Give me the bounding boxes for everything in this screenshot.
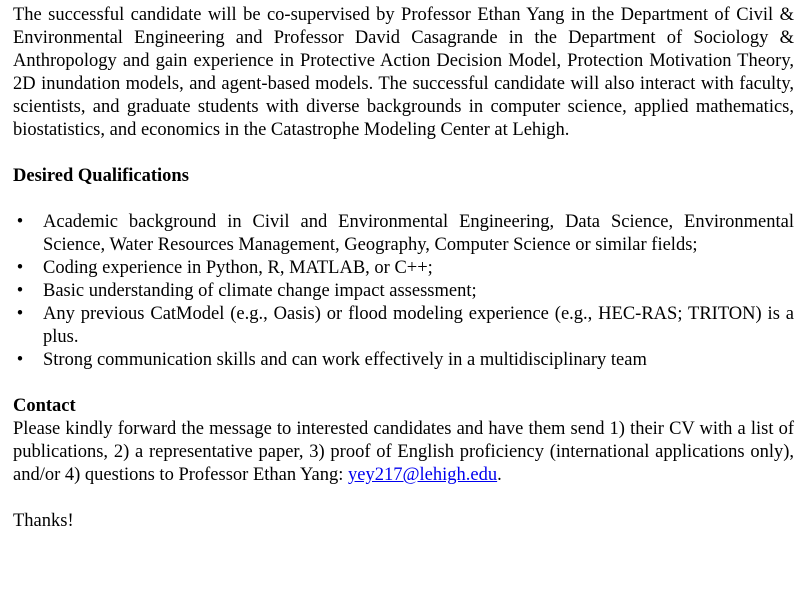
bullet-icon: • <box>16 281 24 301</box>
list-item-text: Basic understanding of climate change impact assessment; <box>43 281 477 301</box>
list-item-text: Academic background in Civil and Environmental Engineering, Data Science, Environmental Science, Water Resources Management, Geography, Computer Science or similar fields; <box>43 212 794 255</box>
list-item <box>13 211 794 257</box>
qualifications-heading: Desired Qualifications <box>13 166 189 186</box>
contact-text: Please kindly forward the message to interested candidates and have them send 1) their CV with a list of publications, 2) a representative paper, 3) proof of English proficiency (international applications only), and/or 4) questions to Professor Ethan Yang: <box>13 419 794 485</box>
blank-line <box>13 188 794 211</box>
contact-heading: Contact <box>13 396 76 416</box>
list-item <box>13 257 794 280</box>
list-item-text: Coding experience in Python, R, MATLAB, or C++; <box>43 258 433 278</box>
bullet-icon: • <box>16 212 24 232</box>
list-item <box>13 303 794 349</box>
qualifications-list <box>13 211 794 372</box>
list-item-text: Any previous CatModel (e.g., Oasis) or flood modeling experience (e.g., HEC-RAS; TRITON) is a plus. <box>43 304 794 347</box>
bullet-icon: • <box>16 350 24 370</box>
blank-line <box>13 487 794 510</box>
contact-period: . <box>497 465 502 485</box>
list-item-text: Strong communication skills and can work effectively in a multidisciplinary team <box>43 350 647 370</box>
list-item <box>13 349 794 372</box>
closing-text: Thanks! <box>13 511 74 531</box>
intro-paragraph: The successful candidate will be co-supervised by Professor Ethan Yang in the Department of Civil & Environmental Engineering and Professor David Casagrande in the Department of Sociology & Anthropology and gain experience in Protective Action Decision Model, Protection Motivation Theory, 2D inundation models, and agent-based models. The successful candidate will also interact with faculty, scientists, and graduate students with diverse backgrounds in computer science, applied mathematics, biostatistics, and economics in the Catastrophe Modeling Center at Lehigh. <box>13 5 794 140</box>
blank-line <box>13 142 794 165</box>
bullet-icon: • <box>16 304 24 324</box>
email-link[interactable]: yey217@lehigh.edu <box>348 465 498 485</box>
bullet-icon: • <box>16 258 24 278</box>
contact-paragraph <box>13 418 794 487</box>
blank-line <box>13 372 794 395</box>
list-item <box>13 280 794 303</box>
